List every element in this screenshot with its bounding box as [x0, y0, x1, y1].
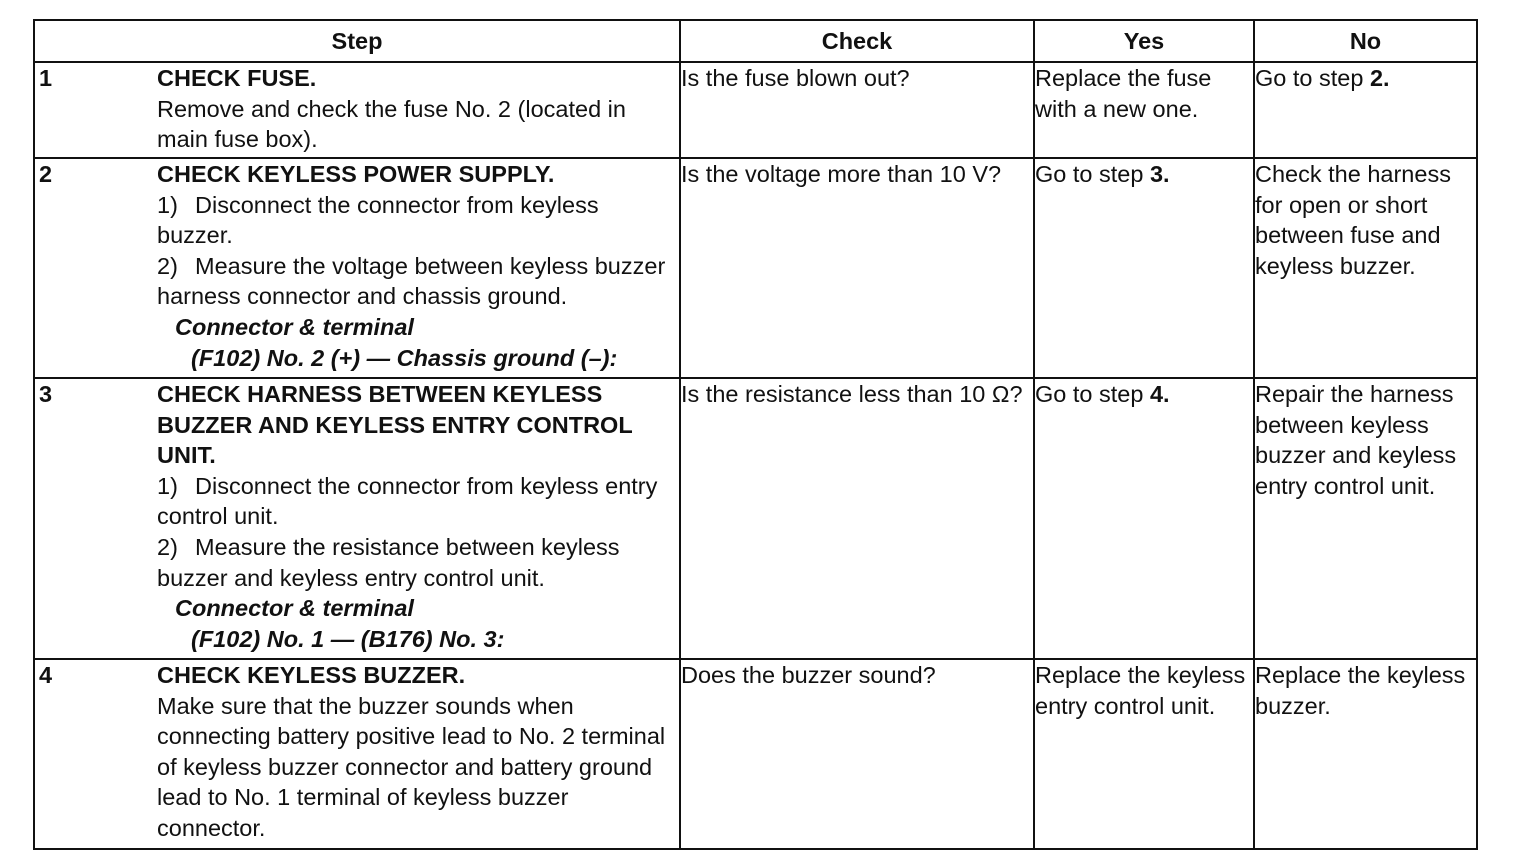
step-item-text: Disconnect the connector from keyless entry control unit. — [157, 472, 658, 530]
yes-text: Go to step — [1035, 161, 1150, 187]
table-row — [34, 659, 1477, 849]
check-text: Is the fuse blown out? — [681, 65, 910, 91]
step-cell — [34, 659, 680, 849]
no-text: Check the harness for open or short between fuse and keyless buzzer. — [1255, 161, 1451, 279]
step-item-text: Disconnect the connector from keyless buzzer. — [157, 191, 599, 249]
step-item-text: Measure the voltage between keyless buzzer harness connector and chassis ground. — [157, 252, 666, 310]
yes-step: 3. — [1149, 161, 1170, 187]
yes-cell — [1034, 378, 1254, 659]
step-cell — [34, 62, 680, 158]
header-yes: Yes — [1034, 20, 1254, 62]
no-cell — [1254, 378, 1477, 659]
step-item — [157, 471, 675, 532]
no-text: Repair the harness between keyless buzzer and keyless entry control unit. — [1255, 381, 1457, 499]
step-number: 1 — [39, 65, 53, 91]
table-row — [34, 158, 1477, 378]
yes-cell — [1034, 62, 1254, 158]
step-item-index: 1) — [157, 472, 178, 499]
step-text: Remove and check the fuse No. 2 (located in main fuse box). — [157, 95, 626, 153]
check-cell — [680, 158, 1034, 378]
step-item — [157, 532, 675, 593]
step-item-index: 2) — [157, 252, 178, 279]
check-cell — [680, 378, 1034, 659]
step-title: CHECK HARNESS BETWEEN KEYLESS BUZZER AND KEYLESS ENTRY CONTROL UNIT. — [157, 381, 633, 469]
check-cell — [680, 62, 1034, 158]
step-item — [157, 251, 675, 312]
step-cell — [34, 378, 680, 659]
step-title: CHECK KEYLESS BUZZER. — [157, 662, 466, 688]
step-item-index: 2) — [157, 533, 178, 560]
yes-text: Go to step — [1035, 381, 1150, 407]
no-text: Go to step — [1255, 65, 1370, 91]
check-cell — [680, 659, 1034, 849]
check-text: Does the buzzer sound? — [681, 662, 936, 688]
no-step: 2. — [1369, 65, 1390, 91]
check-text: Is the resistance less than 10 Ω? — [681, 381, 1023, 407]
no-cell — [1254, 62, 1477, 158]
step-cell — [34, 158, 680, 378]
no-cell — [1254, 158, 1477, 378]
step-item — [157, 190, 675, 251]
step-item-index: 1) — [157, 191, 178, 218]
table-row — [34, 378, 1477, 659]
connector-value: (F102) No. 1 — (B176) No. 3: — [191, 625, 505, 652]
connector-label: Connector & terminal — [175, 313, 414, 340]
no-text: Replace the keyless buzzer. — [1255, 662, 1466, 719]
header-step: Step — [34, 20, 680, 62]
step-title: CHECK FUSE. — [157, 65, 317, 91]
connector-label: Connector & terminal — [175, 595, 414, 622]
yes-step: 4. — [1149, 381, 1170, 407]
step-item-text: Measure the resistance between keyless buzzer and keyless entry control unit. — [157, 533, 620, 591]
yes-text: Replace the fuse with a new one. — [1035, 65, 1212, 122]
step-number: 2 — [39, 161, 53, 187]
header-no: No — [1254, 20, 1477, 62]
no-cell — [1254, 659, 1477, 849]
diagnostic-table — [33, 19, 1478, 850]
header-row — [34, 20, 1477, 62]
step-number: 4 — [39, 662, 53, 688]
step-number: 3 — [39, 381, 53, 407]
step-text: Make sure that the buzzer sounds when connecting battery positive lead to No. 2 terminal of keyless buzzer connector and battery ground lead to No. 1 terminal of keyless buzzer connector. — [157, 692, 666, 841]
step-title: CHECK KEYLESS POWER SUPPLY. — [157, 161, 555, 187]
connector-value: (F102) No. 2 (+) — Chassis ground (–): — [191, 344, 618, 371]
yes-cell — [1034, 158, 1254, 378]
table-row — [34, 62, 1477, 158]
header-check: Check — [680, 20, 1034, 62]
yes-cell — [1034, 659, 1254, 849]
yes-text: Replace the keyless entry control unit. — [1035, 662, 1246, 719]
check-text: Is the voltage more than 10 V? — [681, 161, 1002, 187]
